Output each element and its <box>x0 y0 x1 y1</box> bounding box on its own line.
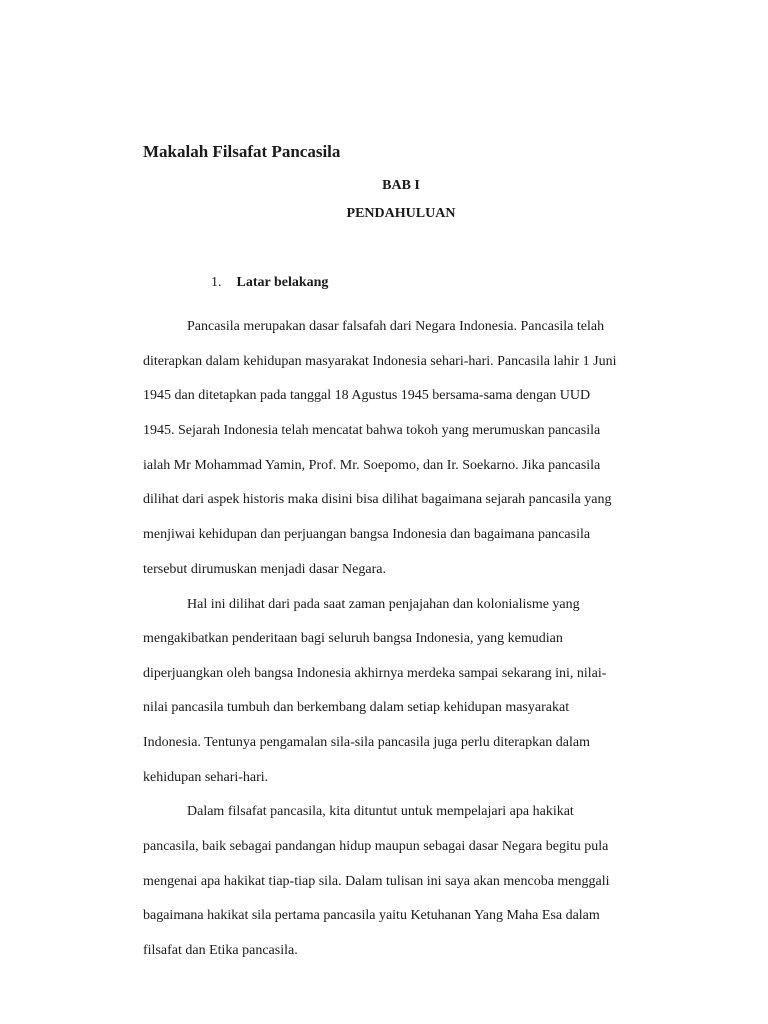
paragraph-line: mengakibatkan penderitaan bagi seluruh bangsa Indonesia, yang kemudian <box>143 631 563 646</box>
paragraph-line: bagaimana hakikat sila pertama pancasila yaitu Ketuhanan Yang Maha Esa dalam <box>143 908 600 923</box>
paragraph-line: dilihat dari aspek historis maka disini bisa dilihat bagaimana sejarah pancasila yang <box>143 492 612 507</box>
paragraph-line: kehidupan sehari-hari. <box>143 770 269 785</box>
paragraph-line: mengenai apa hakikat tiap-tiap sila. Dalam tulisan ini saya akan mencoba menggali <box>143 874 610 889</box>
paragraph-line: Indonesia. Tentunya pengamalan sila-sila pancasila juga perlu diterapkan dalam <box>143 735 590 750</box>
paragraph-line: ialah Mr Mohammad Yamin, Prof. Mr. Soepomo, dan Ir. Soekarno. Jika pancasila <box>143 458 601 473</box>
chapter-title: PENDAHULUAN <box>346 206 456 221</box>
paragraph-line: 1945. Sejarah Indonesia telah mencatat bahwa tokoh yang merumuskan pancasila <box>143 423 601 438</box>
section-heading <box>211 275 328 291</box>
section-number: 1. <box>211 275 222 290</box>
paragraph-line: nilai pancasila tumbuh dan berkembang dalam setiap kehidupan masyarakat <box>143 700 570 715</box>
paragraph-line: pancasila, baik sebagai pandangan hidup maupun sebagai dasar Negara begitu pula <box>143 839 609 854</box>
paragraph-line: filsafat dan Etika pancasila. <box>143 943 298 958</box>
paragraph-line: tersebut dirumuskan menjadi dasar Negara. <box>143 562 386 577</box>
paragraph-line: Pancasila merupakan dasar falsafah dari Negara Indonesia. Pancasila telah <box>187 319 605 334</box>
chapter-number: BAB I <box>382 178 420 193</box>
paragraph-line: Hal ini dilihat dari pada saat zaman penjajahan dan kolonialisme yang <box>187 597 580 612</box>
section-label: Latar belakang <box>236 275 329 290</box>
paragraph-line: Dalam filsafat pancasila, kita dituntut untuk mempelajari apa hakikat <box>187 804 574 819</box>
paragraph-line: 1945 dan ditetapkan pada tanggal 18 Agustus 1945 bersama-sama dengan UUD <box>143 388 591 403</box>
document-title: Makalah Filsafat Pancasila <box>143 142 341 161</box>
paragraph-line: diterapkan dalam kehidupan masyarakat Indonesia sehari-hari. Pancasila lahir 1 Juni <box>143 354 617 369</box>
paragraph-line: menjiwai kehidupan dan perjuangan bangsa Indonesia dan bagaimana pancasila <box>143 527 591 542</box>
paragraph-line: diperjuangkan oleh bangsa Indonesia akhirnya merdeka sampai sekarang ini, nilai- <box>143 666 607 681</box>
